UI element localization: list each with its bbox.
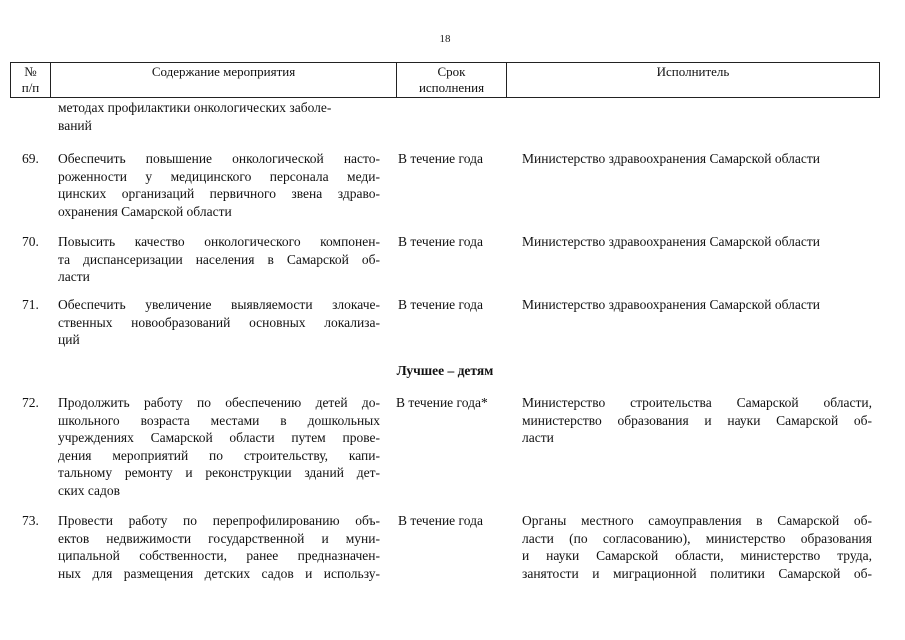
row-term: В течение года*: [396, 395, 488, 410]
content-line: Провести работу по перепрофилированию объ-: [58, 513, 380, 528]
header-number-column: [11, 63, 51, 97]
content-line: охранения Самарской области: [58, 203, 232, 219]
content-line: Обеспечить повышение онкологической насто-: [58, 151, 380, 166]
row-term: В течение года: [398, 513, 483, 528]
header-term-column: [397, 63, 507, 97]
executor-line: Министерство строительства Самарской области,: [522, 395, 872, 410]
executor-line: ласти: [522, 430, 554, 445]
executor-line: министерство образования и науки Самарской об-: [522, 412, 872, 428]
section-title: Лучшее – детям: [396, 363, 494, 378]
continued-line: методах профилактики онкологических заболе-: [58, 100, 332, 115]
row-executor: [522, 296, 872, 314]
content-line: роженности у медицинского персонала меди-: [58, 168, 380, 184]
row-executor: [522, 150, 872, 168]
page-number: 18: [439, 33, 451, 45]
header-number-line2: п/п: [21, 80, 40, 95]
header-content-label: Содержание мероприятия: [151, 64, 296, 79]
continued-line: ваний: [58, 117, 92, 133]
continued-content: [58, 99, 388, 134]
row-term: В течение года: [398, 297, 483, 312]
content-line: цинских организаций первичного звена здраво-: [58, 186, 380, 201]
executor-line: Министерство здравоохранения Самарской области: [522, 297, 821, 312]
content-line: ских садов: [58, 482, 121, 498]
header-term-line2: исполнения: [418, 80, 485, 95]
content-line: учреждениях Самарской области путем прове-: [58, 430, 380, 445]
row-content: [58, 150, 380, 220]
executor-line: занятости и миграционной политики Самарской об-: [522, 565, 872, 581]
content-line: Обеспечить увеличение выявляемости злокаче-: [58, 297, 380, 312]
row-content: [58, 296, 380, 349]
row-executor: [522, 233, 872, 251]
row-term: В течение года: [398, 234, 483, 249]
row-number: 70.: [22, 234, 39, 249]
executor-line: и науки Самарской области, министерство труда,: [522, 548, 872, 563]
content-line: ственных новообразований основных локализа-: [58, 314, 380, 330]
row-number: 72.: [22, 395, 39, 410]
row-content: [58, 233, 380, 286]
content-line: ных для размещения детских садов и использу-: [58, 565, 380, 581]
header-number-line1: №: [24, 64, 37, 79]
row-content: [58, 512, 380, 582]
header-executor-label: Исполнитель: [656, 64, 730, 79]
content-line: ласти: [58, 269, 90, 284]
content-line: Продолжить работу по обеспечению детей до-: [58, 395, 380, 410]
row-number: 69.: [22, 151, 39, 166]
row-executor: [522, 394, 872, 447]
content-line: ципальной собственности, ранее предназначен-: [58, 548, 380, 563]
row-content: [58, 394, 380, 499]
content-line: тальному ремонту и реконструкции зданий дет-: [58, 465, 380, 480]
header-content-column: [51, 63, 397, 97]
content-line: та диспансеризации населения в Самарской об-: [58, 251, 380, 267]
content-line: школьного возраста местами в дошкольных: [58, 412, 380, 428]
executor-line: ласти (по согласованию), министерство образования: [522, 530, 872, 546]
executor-line: Министерство здравоохранения Самарской области: [522, 234, 821, 249]
executor-line: Министерство здравоохранения Самарской области: [522, 151, 821, 166]
executor-line: Органы местного самоуправления в Самарской об-: [522, 513, 872, 528]
content-line: Повысить качество онкологического компонен-: [58, 234, 380, 249]
row-executor: [522, 512, 872, 582]
row-number: 73.: [22, 513, 39, 528]
row-number: 71.: [22, 297, 39, 312]
content-line: ций: [58, 332, 80, 347]
header-term-line1: Срок: [437, 64, 466, 79]
row-term: В течение года: [398, 151, 483, 166]
header-executor-column: [507, 63, 879, 97]
content-line: ектов недвижимости государственной и муни-: [58, 530, 380, 546]
content-line: дения мероприятий по строительству, капи-: [58, 447, 380, 463]
table-header: [10, 62, 880, 98]
